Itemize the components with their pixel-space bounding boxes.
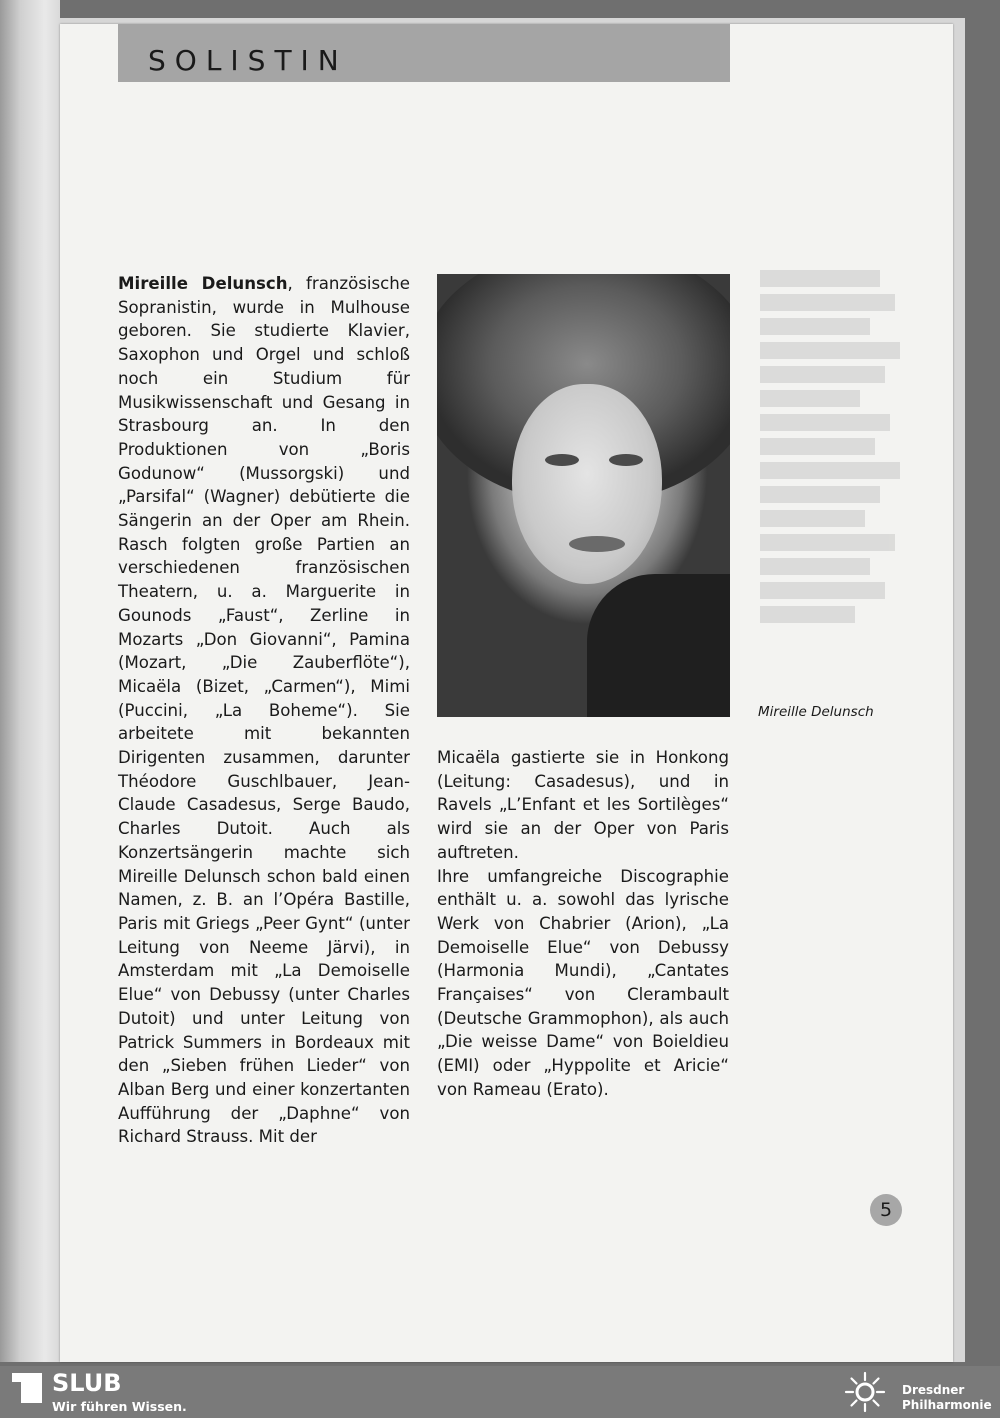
photo-left-eye (545, 454, 579, 466)
photo-right-eye (609, 454, 643, 466)
show-through-text (760, 270, 910, 690)
partner-name-line-2: Philharmonie (902, 1398, 992, 1412)
soloist-portrait-photo (437, 274, 730, 717)
article-right-column (437, 746, 729, 1102)
photo-caption: Mireille Delunsch (758, 704, 874, 720)
page-number: 5 (870, 1194, 902, 1226)
article-right-paragraph-2: Ihre umfangreiche Discographie enthält u. a. sowohl das lyrische Werk von Chabrier (Arion), „La Demoiselle Elue“ von Debussy (Harmonia Mundi), „Cantates Françaises“ von Clerambault (Deutsche Grammophon), als auch „Die weisse Dame“ von Boieldieu (EMI) oder „Hyppolite et Aricie“ von Rameau (Erato). (437, 866, 729, 1099)
article-left-text: , französische Sopranistin, wurde in Mulhouse geboren. Sie studierte Klavier, Saxophon und Orgel und schloß noch ein Studium für Musikwissenschaft und Gesang in Strasbourg an. In den Produktionen von „Boris Godunow“ (Mussorgski) und „Parsifal“ (Wagner) debütierte die Sängerin an der Oper am Rhein. Rasch folgten große Partien an verschiedenen französischen Theatern, u. a. Marguerite in Gounods „Faust“, Zerline in Mozarts „Don Giovanni“, Pamina (Mozart, „Die Zauberflöte“), Micaëla (Bizet, „Carmen“), Mimi (Puccini, „La Boheme“). Sie arbeitete mit bekannten Dirigenten zusammen, darunter Théodore Guschlbauer, Jean-Claude Casadesus, Serge Baudo, Charles Dutoit. Auch als Konzertsängerin machte sich Mireille Delunsch schon bald einen Namen, z. B. an l’Opéra Bastille, Paris mit Griegs „Peer Gynt“ (unter Leitung von Neeme Järvi), in Amsterdam mit „La Demoiselle Elue“ von Debussy (unter Charles Dutoit) und unter Leitung von Patrick Summers in Bordeaux mit den „Sieben frühen Lieder“ von Alban Berg und einer konzertanten Aufführung der „Daphne“ von Richard Strauss. Mit der (118, 274, 410, 1147)
soloist-name: Mireille Delunsch (118, 274, 288, 293)
photo-dress (587, 574, 730, 717)
partner-name-line-1: Dresdner (902, 1383, 965, 1397)
article-right-paragraph-1: Micaëla gastierte sie in Honkong (Leitung: Casadesus), und in Ravels „L’Enfant et les Sortilèges“ wird sie an der Oper von Paris auftreten. (437, 748, 729, 862)
book-spine (0, 0, 60, 1362)
slub-tagline: Wir führen Wissen. (52, 1399, 187, 1414)
section-title: SOLISTIN (148, 44, 348, 77)
slub-title[interactable]: SLUB (52, 1369, 122, 1397)
photo-lips (569, 536, 625, 552)
article-left-column (118, 272, 410, 1149)
dresdner-philharmonie-logo-icon[interactable] (844, 1371, 886, 1413)
photo-face (512, 384, 662, 584)
